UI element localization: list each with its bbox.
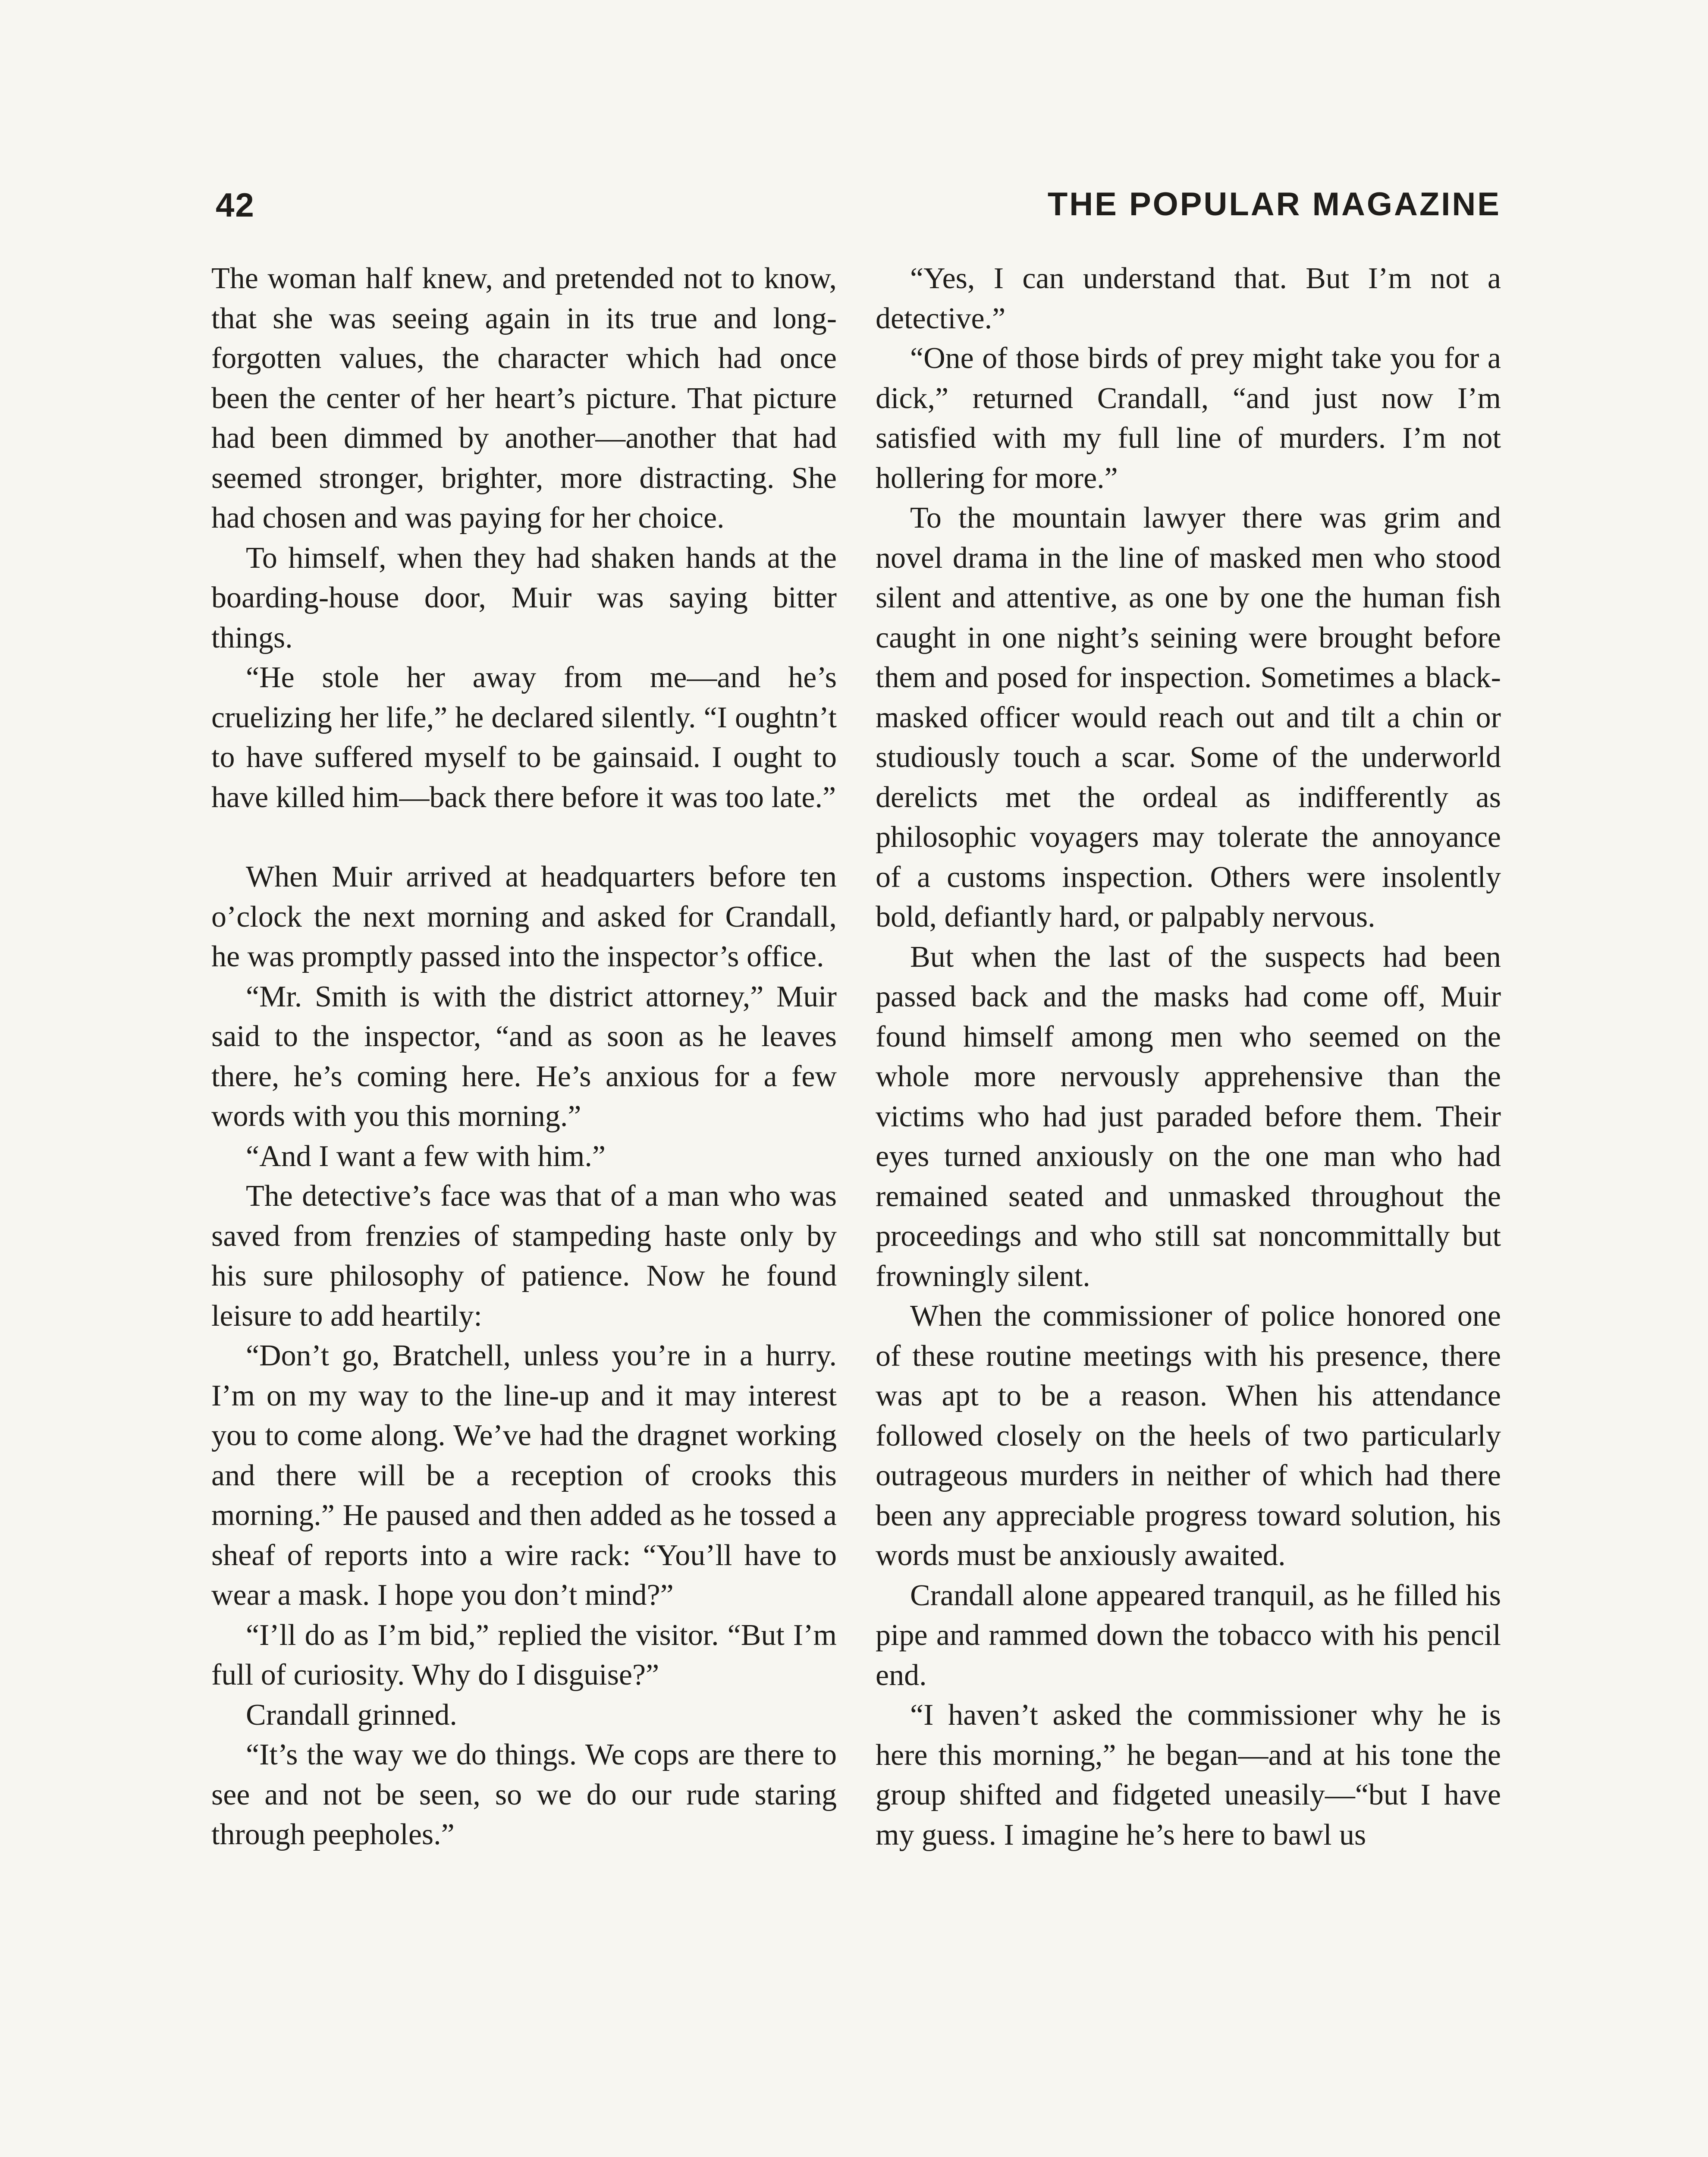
paragraph: “And I want a few with him.” [246, 1139, 606, 1173]
paragraph: Crandall alone appeared tranquil, as he filled his pipe and rammed down the tobacco with his pencil end. [876, 1578, 1501, 1692]
paragraph: “He stole her away from me—and he’s cruelizing her life,” he declared silently. “I oughtn’t to have suffered myself to be gainsaid. I ought to have killed him—back there before it was too late.” [211, 661, 837, 814]
paragraph: When the commissioner of police honored one of these routine meetings with his presence, there was apt to be a reason. When his attendance followed closely on the heels of two particularly outrageous murders in neither of which had there been any appreciable progress toward solution, his words must be anxiously awaited. [876, 1299, 1501, 1572]
paragraph: Crandall grinned. [246, 1698, 457, 1732]
paragraph: “One of those birds of prey might take you for a dick,” returned Crandall, “and just now I’m satisfied with my full line of murders. I’m not hollering for more.” [876, 342, 1501, 495]
paragraph: The detective’s face was that of a man who was saved from frenzies of stampeding haste only by his sure philosophy of patience. Now he found leisure to add heartily: [211, 1179, 837, 1333]
paragraph: “I haven’t asked the commissioner why he is here this morning,” he began—and at his tone the group shifted and fidgeted uneasily—“but I have my guess. I imagine he’s here to bawl us [876, 1698, 1501, 1852]
paragraph: To the mountain lawyer there was grim and novel drama in the line of masked men who stood silent and attentive, as one by one the human fish caught in one night’s seining were brought before them and posed for inspection. Sometimes a black-masked officer would reach out and tilt a chin or studiously touch a scar. Some of the underworld derelicts met the ordeal as indifferently as philosophic voyagers may tolerate the annoyance of a customs inspection. Others were insolently bold, defiantly hard, or palpably nervous. [876, 501, 1501, 934]
page-header [211, 181, 1501, 233]
page-number: 42 [216, 186, 255, 224]
paragraph: But when the last of the suspects had been passed back and the masks had come off, Muir found himself among men who seemed on the whole more nervously apprehensive than the victims who had just paraded before them. Their eyes turned anxiously on the one man who had remained seated and unmasked throughout the proceedings and who still sat noncommittally but frowningly silent. [876, 940, 1501, 1293]
paragraph: “I’ll do as I’m bid,” replied the visitor. “But I’m full of curiosity. Why do I disguise?” [211, 1618, 837, 1692]
paragraph: “Don’t go, Bratchell, unless you’re in a hurry. I’m on my way to the line-up and it may interest you to come along. We’ve had the dragnet working and there will be a reception of crooks this morning.” He paused and then added as he tossed a sheaf of reports into a wire rack: “You’ll have to wear a mask. I hope you don’t mind?” [211, 1339, 837, 1612]
right-column [876, 259, 1501, 2157]
paragraph: “It’s the way we do things. We cops are there to see and not be seen, so we do our rude staring through peepholes.” [211, 1738, 837, 1851]
paragraph: To himself, when they had shaken hands at the boarding-house door, Muir was saying bitter things. [211, 541, 837, 654]
running-title: THE POPULAR MAGAZINE [1047, 186, 1501, 223]
left-column [211, 259, 837, 2157]
paragraph: “Yes, I can understand that. But I’m not a detective.” [876, 262, 1501, 335]
paragraph: “Mr. Smith is with the district attorney,” Muir said to the inspector, “and as soon as he leaves there, he’s coming here. He’s anxious for a few words with you this morning.” [211, 980, 837, 1133]
paragraph: The woman half knew, and pretended not to know, that she was seeing again in its true and long-forgotten values, the character which had once been the center of her heart’s picture. That picture had been dimmed by another—another that had seemed stronger, brighter, more distracting. She had chosen and was paying for her choice. [211, 262, 837, 535]
paragraph: When Muir arrived at headquarters before ten o’clock the next morning and asked for Crandall, he was promptly passed into the inspector’s office. [211, 860, 837, 973]
